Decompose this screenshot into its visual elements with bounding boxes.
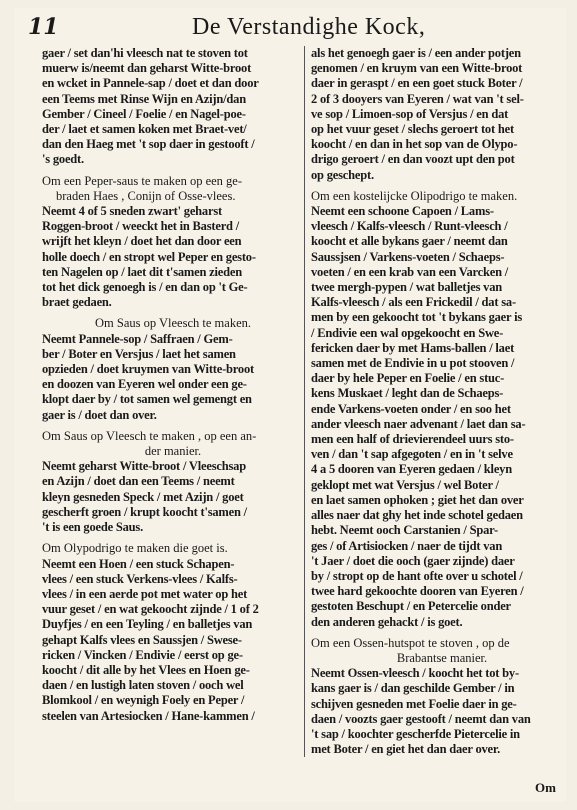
text-line: ve sop / Limoen-sop of Versjus / en dat: [311, 106, 509, 121]
text-line: ber / Boter en Versjus / laet het samen: [42, 346, 236, 361]
text-line: vleesch / Kalfs-vleesch / Runt-vleesch /: [311, 219, 508, 234]
text-line: alles naer dat ghy het inde schotel gedaen: [311, 508, 523, 523]
page-header: [14, 8, 566, 48]
text-line: kleyn gesneden Speck / met Azijn / goet: [42, 489, 244, 504]
text-line: 4 a 5 dooren van Eyeren gedaen / kleyn: [311, 462, 512, 477]
text-line: Om Saus op Vleesch te maken , op een an-: [42, 428, 257, 443]
text-line: daer by hele Peper en Foelie / en stuc-: [311, 371, 505, 386]
text-line: gaer / set dan'hi vleesch nat te stoven tot: [42, 46, 248, 60]
text-line: kans gaer is / dan geschilde Gember / in: [311, 681, 515, 696]
text-line: ven / dan 't sap afgegoten / en in 't selve: [311, 447, 513, 462]
text-line: 't sap / koochter gescherfde Pietercelie in: [311, 726, 520, 741]
text-line: Roggen-broot / weeckt het in Basterd /: [42, 219, 240, 234]
text-line: men een half of drievierendeel uurs sto-: [311, 432, 514, 447]
text-line: hebt. Neemt ooch Carstanien / Spar-: [311, 523, 498, 538]
text-line: schijven gesneden met Foelie daer in ge-: [311, 696, 517, 711]
text-line: wrijft het kleyn / doet het dan door een: [42, 234, 242, 249]
text-line: Om een Peper-saus te maken op een ge-: [42, 173, 243, 188]
text-line: muerw is/neemt dan geharst Witte-broot: [42, 61, 252, 76]
text-line: en Azijn / doet dan een Teems / neemt: [42, 474, 235, 489]
text-line: den anderen gehackt / is goet.: [311, 614, 463, 629]
text-line: met Boter / en giet het dan daer over.: [311, 742, 501, 757]
text-line: klopt daer by / tot samen wel gemengt en: [42, 392, 252, 407]
text-line: daer in geraspt / en een goet stuck Boter /: [311, 76, 523, 91]
running-title: De Verstandighe Kock,: [192, 14, 426, 40]
text-line: als het genoegh gaer is / een ander potjen: [311, 46, 521, 60]
text-line: braet gedaen.: [42, 295, 112, 310]
text-line: ricken / Vincken / Endivie / eerst op ge-: [42, 647, 243, 662]
text-line: samen met de Endivie in u pot stooven /: [311, 356, 515, 371]
text-line: Duyfjes / en een Teyling / en balletjes van: [42, 617, 253, 632]
text-line: Neemt Pannele-sop / Saffraen / Gem-: [42, 331, 233, 346]
text-line: geklopt met wat Versjus / wel Boter /: [311, 477, 499, 492]
text-line: vlees / een stuck Verkens-vlees / Kalfs-: [42, 571, 238, 586]
text-line: en wcket in Pannele-sap / doet et dan door: [42, 76, 259, 91]
text-line: voeten / en een krab van een Varcken /: [311, 264, 509, 279]
page-number: 11: [28, 14, 59, 40]
text-line: der / laet et samen koken met Braet-vet/: [42, 122, 247, 137]
text-line: Brabantse manier.: [396, 650, 488, 665]
text-line: Kalfs-vleesch / als een Frickedil / dat sa-: [311, 295, 516, 310]
text-line: steelen van Artesiocken / Hane-kammen /: [42, 708, 255, 723]
text-line: gescherft groen / krupt koocht t'samen /: [42, 504, 247, 519]
text-line: ander vleesch naer advenant / laet dan sa-: [311, 416, 526, 431]
text-line: Om Olypodrigo te maken die goet is.: [42, 541, 228, 556]
text-line: Om een Ossen-hutspot te stoven , op de: [311, 635, 510, 650]
text-line: braden Haes , Conijn of Osse-vlees.: [56, 188, 236, 203]
text-line: / Endivie een wal opgekoocht en Swe-: [311, 325, 504, 340]
text-line: genomen / en kruym van een Witte-broot: [311, 61, 523, 76]
text-line: Neemt geharst Witte-broot / Vleeschsap: [42, 459, 246, 474]
text-line: een Teems met Rinse Wijn en Azijn/dan: [42, 91, 246, 106]
text-line: gaer is / doet dan over.: [42, 407, 157, 422]
text-line: tot het dick genoegh is / en dan op 't Ge-: [42, 280, 248, 295]
text-line: Saussjsen / Varkens-voeten / Schaeps-: [311, 249, 505, 264]
text-line: der manier.: [144, 444, 202, 459]
text-line: ten Nagelen op / laet dit t'samen zieden: [42, 264, 242, 279]
catchword: Om: [535, 780, 556, 795]
text-line: daen / voozts gaer gestooft / neemt dan van: [311, 711, 531, 726]
text-line: koocht / dit alle by het Vlees en Hoen ge-: [42, 662, 250, 677]
text-line: gehapt Kalfs vlees en Saussjen / Swese-: [42, 632, 242, 647]
text-line: gestoten Beschupt / en Petercelie onder: [311, 599, 511, 614]
text-line: Gember / Cineel / Foelie / en Nagel-poe-: [42, 106, 246, 121]
text-line: daen / en lustigh laten stoven / ooch wel: [42, 678, 244, 693]
left-column: [42, 46, 304, 724]
text-line: opzieden / doet kruymen van Witte-broot: [42, 362, 254, 377]
text-line: holle doech / en stropt wel Peper en gesto-: [42, 249, 256, 264]
text-line: by / stropt op de hant ofte over u schotel /: [311, 568, 523, 583]
text-line: Neemt 4 of 5 sneden zwart' geharst: [42, 204, 222, 219]
text-line: kens Muskaet / leght dan de Schaeps-: [311, 386, 504, 401]
text-line: vlees / in een aerde pot met water op het: [42, 586, 248, 601]
text-line: Neemt een schoone Capoen / Lams-: [311, 204, 494, 219]
text-line: Om Saus op Vleesch te maken.: [95, 316, 251, 331]
text-line: 's goedt.: [42, 152, 84, 167]
text-line: vuur geset / en wat gekoocht zijnde / 1 of 2: [42, 602, 259, 617]
text-line: ende Varkens-voeten onder / en soo het: [311, 401, 511, 416]
text-line: Om een kostelijcke Olipodrigo te maken.: [311, 188, 518, 203]
text-line: 't is een goede Saus.: [42, 520, 144, 535]
text-line: op geschept.: [311, 167, 374, 182]
text-line: en laet samen ophoken ; giet het dan over: [311, 492, 524, 507]
text-line: en doozen van Eyeren wel onder een ge-: [42, 377, 247, 392]
text-line: men by een gekoocht tot 't bykans gaer is: [311, 310, 523, 325]
text-line: Blomkool / en weynigh Foely en Peper /: [42, 693, 245, 708]
text-line: Neemt Ossen-vleesch / koocht het tot by-: [311, 666, 519, 681]
text-line: op het vuur geset / slechs geroert tot het: [311, 122, 514, 137]
text-line: twee hard gekoochte dooren van Eyeren /: [311, 584, 524, 599]
right-column: [304, 46, 573, 757]
text-line: fericken daer by met Hams-ballen / laet: [311, 340, 515, 355]
text-line: Neemt een Hoen / een stuck Schapen-: [42, 556, 235, 571]
text-line: koocht et alle bykans gaer / neemt dan: [311, 234, 508, 249]
book-page: [14, 8, 566, 802]
text-line: 't Jaer / doet die ooch (gaer zijnde) daer: [311, 553, 515, 568]
text-line: dan den Haeg met 't sop daer in gestooft /: [42, 137, 255, 152]
text-line: drigo geroert / en dan voozt upt den pot: [311, 152, 515, 167]
text-line: ges / of Artisiocken / naer de tijdt van: [311, 538, 503, 553]
text-line: twee mergh-pypen / wat balletjes van: [311, 280, 503, 295]
text-line: koocht / en dan in het sop van de Olypo-: [311, 137, 518, 152]
text-line: 2 of 3 dooyers van Eyeren / wat van 't sel-: [311, 91, 524, 106]
